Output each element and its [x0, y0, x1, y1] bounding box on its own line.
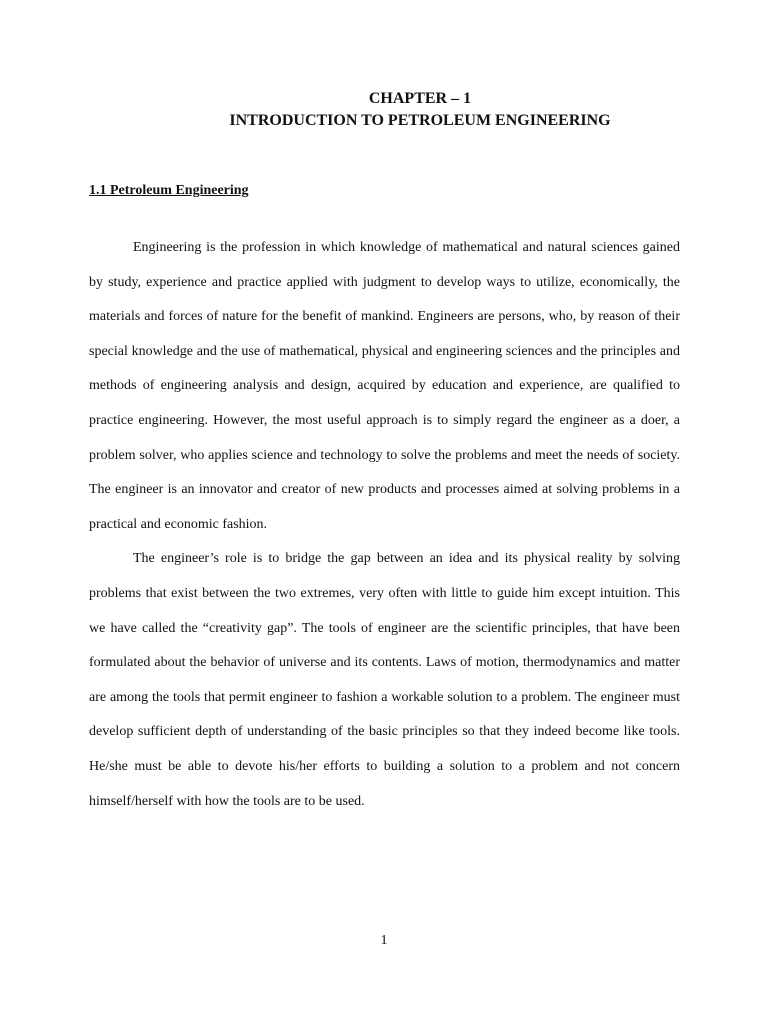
chapter-heading — [0, 88, 768, 132]
body-text — [89, 231, 680, 819]
paragraph: The engineer’s role is to bridge the gap between an idea and its physical reality by solving problems that exist between the two extremes, very often with little to guide him except intuition. This we have called the “creativity gap”. The tools of engineer are the scientific principles, that have been formulated about the behavior of universe and its contents. Laws of motion, thermodynamics and matter are among the tools that permit engineer to fashion a workable solution to a problem. The engineer must develop sufficient depth of understanding of the basic principles so that they indeed become like tools. He/she must be able to devote his/her efforts to building a solution to a problem and not concern himself/herself with how the tools are to be used. — [89, 551, 680, 809]
chapter-title: INTRODUCTION TO PETROLEUM ENGINEERING — [229, 112, 611, 129]
paragraph: Engineering is the profession in which knowledge of mathematical and natural sciences gained by study, experience and practice applied with judgment to develop ways to utilize, economically, the materials and forces of nature for the benefit of mankind. Engineers are persons, who, by reason of their special knowledge and the use of mathematical, physical and engineering sciences and the principles and methods of engineering analysis and design, acquired by education and experience, are qualified to practice engineering. However, the most useful approach is to simply regard the engineer as a doer, a problem solver, who applies science and technology to solve the problems and meet the needs of society. The engineer is an innovator and creator of new products and processes aimed at solving problems in a practical and economic fashion. — [89, 240, 680, 532]
chapter-label: CHAPTER – 1 — [368, 90, 472, 107]
page-number: 1 — [380, 933, 388, 948]
section-title: 1.1 Petroleum Engineering — [89, 183, 249, 198]
